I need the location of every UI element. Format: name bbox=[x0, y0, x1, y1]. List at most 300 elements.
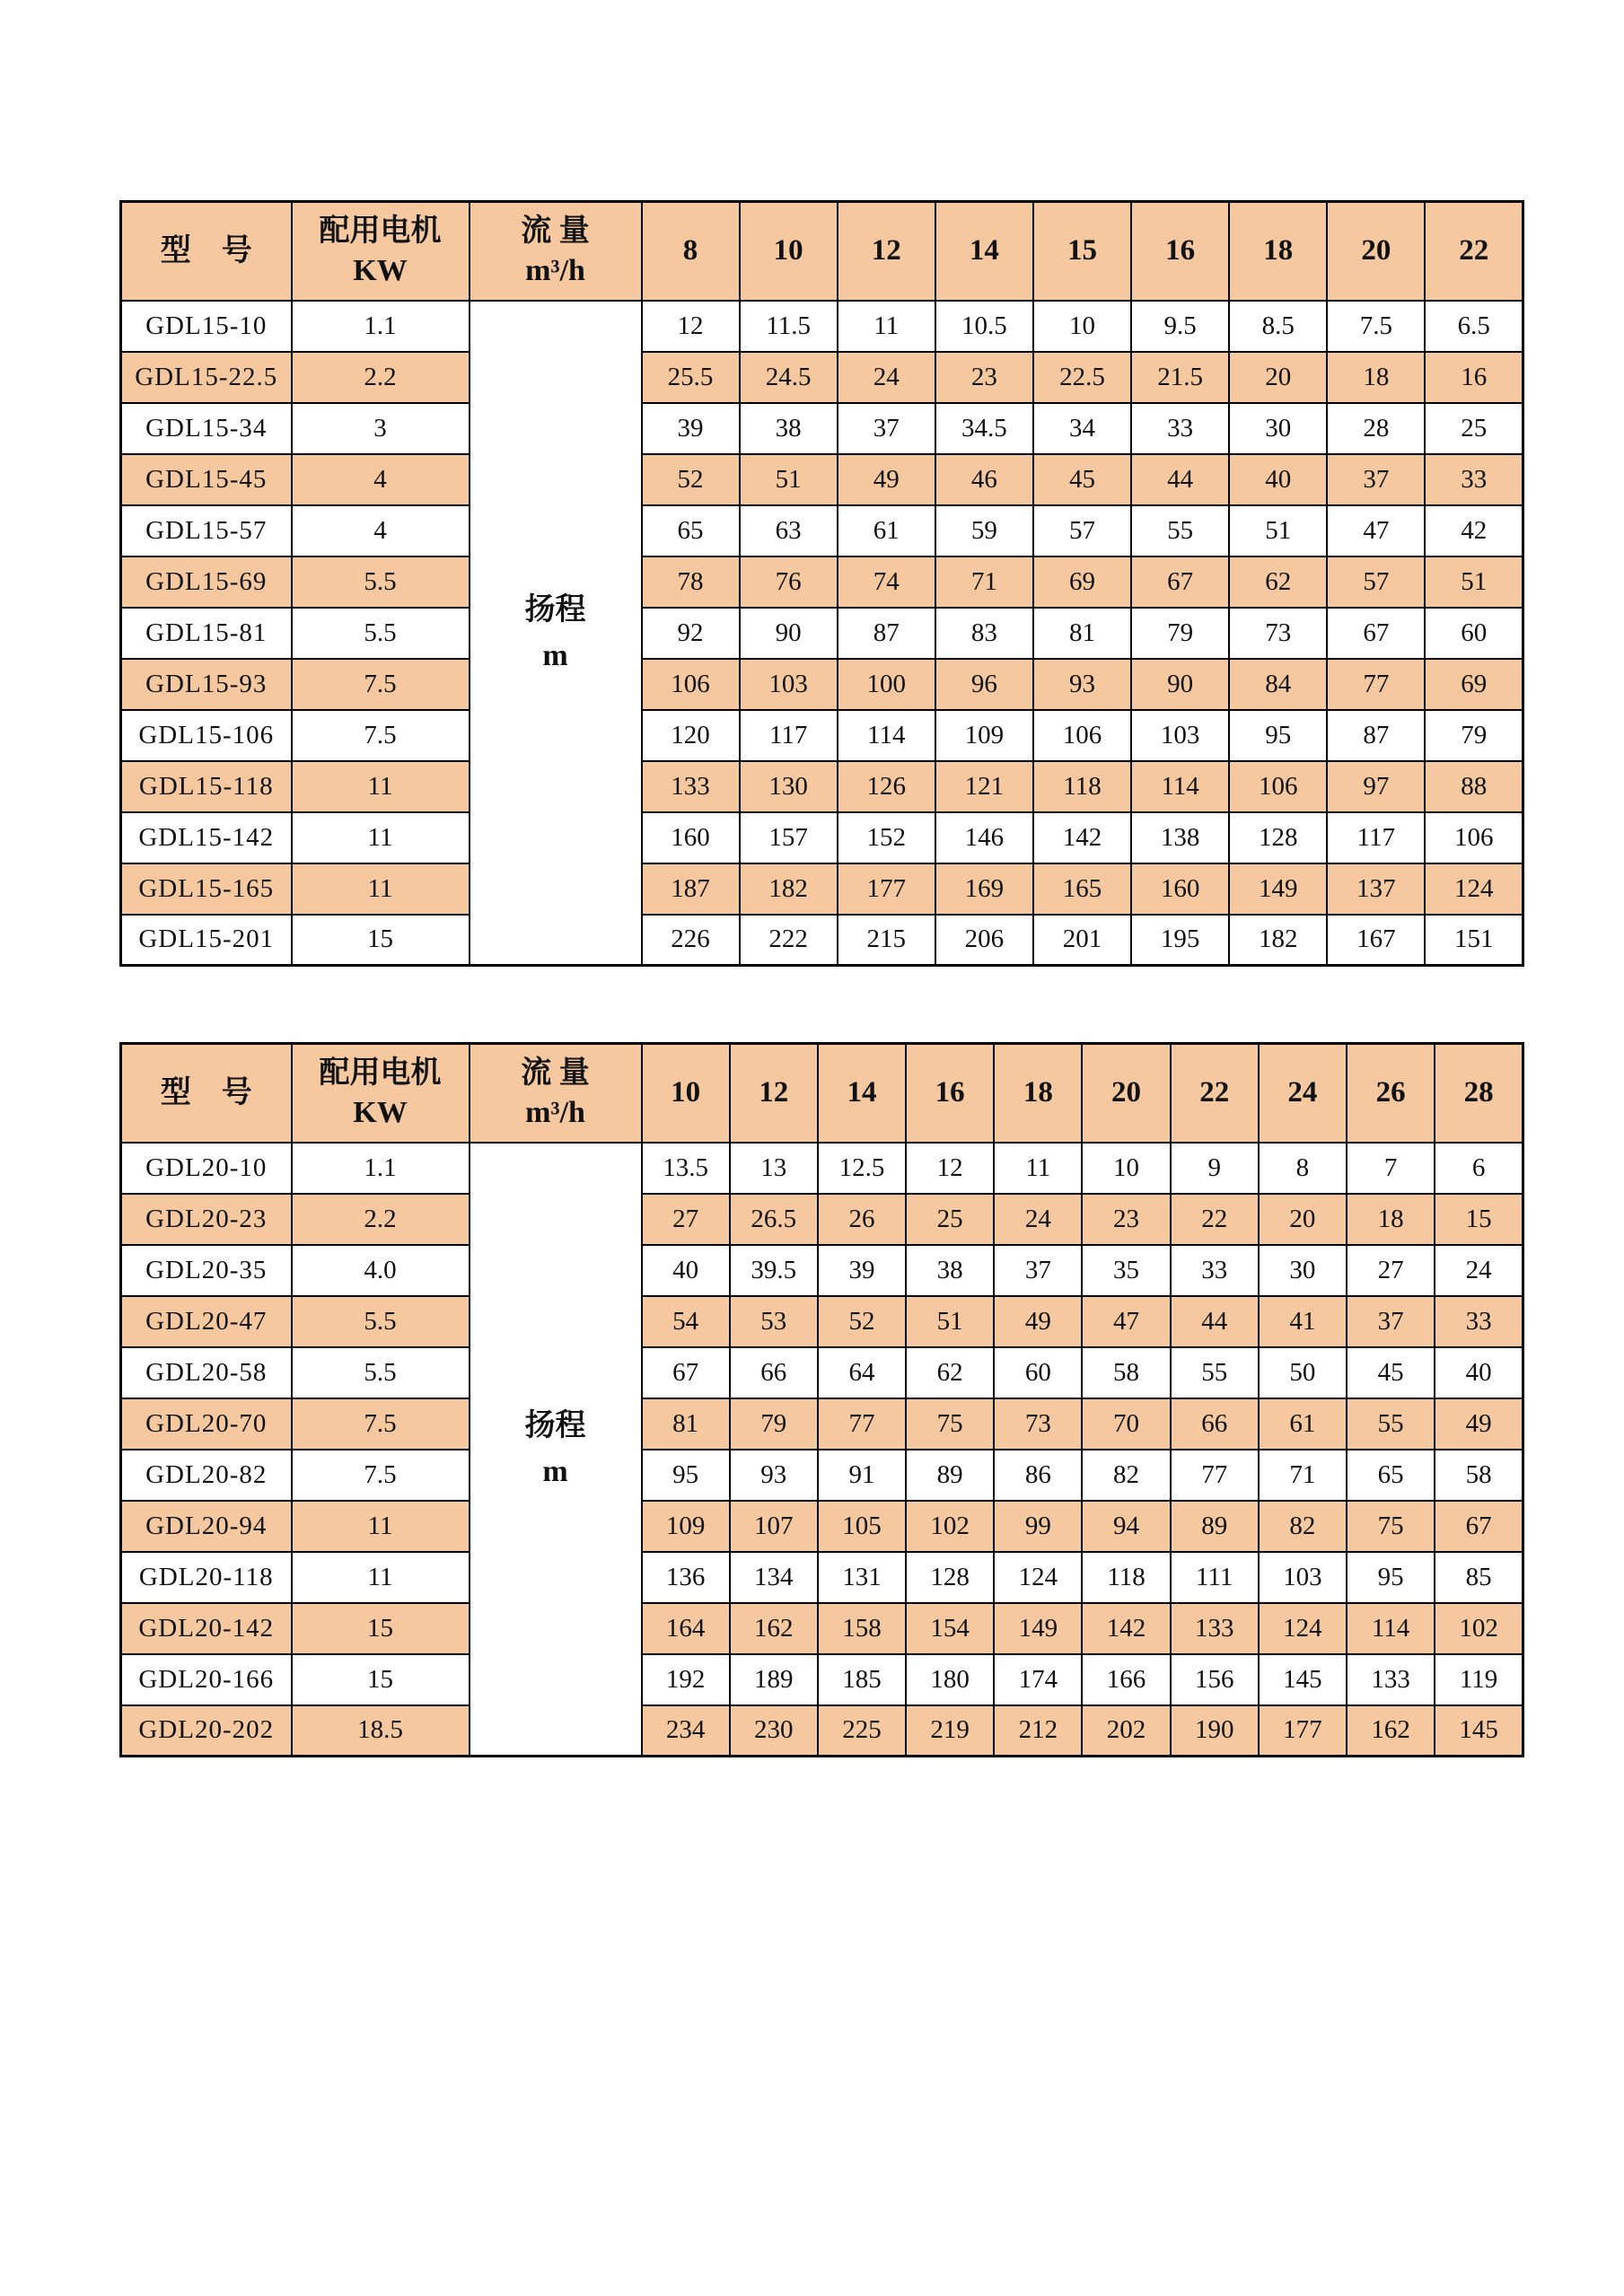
head-value-cell: 226 bbox=[642, 915, 740, 966]
head-value-cell: 11.5 bbox=[740, 301, 838, 352]
head-value-cell: 8.5 bbox=[1229, 301, 1327, 352]
head-value-cell: 46 bbox=[935, 454, 1033, 505]
head-value-cell: 71 bbox=[1259, 1450, 1347, 1501]
head-value-cell: 67 bbox=[642, 1347, 730, 1398]
motor-kw-cell: 1.1 bbox=[292, 301, 470, 352]
head-value-cell: 109 bbox=[642, 1501, 730, 1552]
head-value-cell: 156 bbox=[1171, 1654, 1259, 1705]
head-value-cell: 82 bbox=[1082, 1450, 1170, 1501]
head-value-cell: 63 bbox=[740, 505, 838, 556]
head-value-cell: 152 bbox=[838, 812, 935, 863]
head-value-cell: 105 bbox=[818, 1501, 906, 1552]
head-value-cell: 67 bbox=[1131, 556, 1229, 608]
head-value-cell: 154 bbox=[906, 1603, 994, 1654]
header-flow-unit: m³/h bbox=[525, 1095, 585, 1129]
table-row bbox=[121, 301, 1523, 352]
header-motor-unit: KW bbox=[353, 253, 408, 287]
header-flow-value: 10 bbox=[642, 1044, 730, 1143]
table-row bbox=[121, 1705, 1523, 1757]
table-row bbox=[121, 454, 1523, 505]
head-value-cell: 23 bbox=[1082, 1194, 1170, 1245]
head-value-cell: 37 bbox=[838, 403, 935, 454]
head-value-cell: 107 bbox=[730, 1501, 818, 1552]
head-value-cell: 51 bbox=[1425, 556, 1523, 608]
head-value-cell: 177 bbox=[1259, 1705, 1347, 1757]
head-value-cell: 81 bbox=[642, 1398, 730, 1450]
head-value-cell: 76 bbox=[740, 556, 838, 608]
table-row bbox=[121, 1450, 1523, 1501]
head-value-cell: 57 bbox=[1327, 556, 1425, 608]
head-value-cell: 35 bbox=[1082, 1245, 1170, 1296]
header-flow-value: 26 bbox=[1347, 1044, 1435, 1143]
model-cell: GDL15-93 bbox=[121, 659, 292, 710]
head-value-cell: 121 bbox=[935, 761, 1033, 812]
head-value-cell: 149 bbox=[994, 1603, 1082, 1654]
head-value-cell: 26 bbox=[818, 1194, 906, 1245]
head-value-cell: 142 bbox=[1033, 812, 1131, 863]
head-value-cell: 89 bbox=[1171, 1501, 1259, 1552]
head-value-cell: 81 bbox=[1033, 608, 1131, 659]
head-value-cell: 52 bbox=[642, 454, 740, 505]
head-value-cell: 79 bbox=[1425, 710, 1523, 761]
header-flow-value: 16 bbox=[906, 1044, 994, 1143]
head-value-cell: 25 bbox=[1425, 403, 1523, 454]
head-value-cell: 102 bbox=[1435, 1603, 1523, 1654]
head-value-cell: 142 bbox=[1082, 1603, 1170, 1654]
head-value-cell: 109 bbox=[935, 710, 1033, 761]
table-row bbox=[121, 352, 1523, 403]
head-value-cell: 146 bbox=[935, 812, 1033, 863]
head-value-cell: 25 bbox=[906, 1194, 994, 1245]
head-value-cell: 24 bbox=[1435, 1245, 1523, 1296]
head-value-cell: 177 bbox=[838, 863, 935, 915]
head-value-cell: 20 bbox=[1229, 352, 1327, 403]
head-value-cell: 44 bbox=[1171, 1296, 1259, 1347]
head-value-cell: 82 bbox=[1259, 1501, 1347, 1552]
head-value-cell: 117 bbox=[740, 710, 838, 761]
head-value-cell: 77 bbox=[1171, 1450, 1259, 1501]
motor-kw-cell: 7.5 bbox=[292, 659, 470, 710]
head-value-cell: 38 bbox=[740, 403, 838, 454]
motor-kw-cell: 15 bbox=[292, 915, 470, 966]
head-value-cell: 60 bbox=[994, 1347, 1082, 1398]
model-cell: GDL15-45 bbox=[121, 454, 292, 505]
head-value-cell: 192 bbox=[642, 1654, 730, 1705]
head-value-cell: 7.5 bbox=[1327, 301, 1425, 352]
table-row bbox=[121, 608, 1523, 659]
head-value-cell: 126 bbox=[838, 761, 935, 812]
head-value-cell: 75 bbox=[906, 1398, 994, 1450]
head-value-cell: 93 bbox=[1033, 659, 1131, 710]
head-value-cell: 103 bbox=[740, 659, 838, 710]
table-row bbox=[121, 915, 1523, 966]
head-value-cell: 51 bbox=[740, 454, 838, 505]
head-value-cell: 151 bbox=[1425, 915, 1523, 966]
head-value-cell: 91 bbox=[818, 1450, 906, 1501]
header-flow-value: 28 bbox=[1435, 1044, 1523, 1143]
head-value-cell: 145 bbox=[1259, 1654, 1347, 1705]
model-cell: GDL15-165 bbox=[121, 863, 292, 915]
model-cell: GDL15-142 bbox=[121, 812, 292, 863]
head-value-cell: 27 bbox=[1347, 1245, 1435, 1296]
model-cell: GDL15-106 bbox=[121, 710, 292, 761]
motor-kw-cell: 11 bbox=[292, 1552, 470, 1603]
header-flow-value: 22 bbox=[1171, 1044, 1259, 1143]
head-value-cell: 131 bbox=[818, 1552, 906, 1603]
head-value-cell: 12 bbox=[906, 1143, 994, 1194]
head-value-cell: 51 bbox=[906, 1296, 994, 1347]
head-value-cell: 128 bbox=[906, 1552, 994, 1603]
head-value-cell: 62 bbox=[1229, 556, 1327, 608]
motor-kw-cell: 7.5 bbox=[292, 710, 470, 761]
head-value-cell: 10 bbox=[1082, 1143, 1170, 1194]
head-value-cell: 87 bbox=[1327, 710, 1425, 761]
header-flow-value: 14 bbox=[935, 202, 1033, 301]
head-value-cell: 30 bbox=[1259, 1245, 1347, 1296]
head-value-cell: 33 bbox=[1171, 1245, 1259, 1296]
head-value-cell: 77 bbox=[1327, 659, 1425, 710]
head-value-cell: 87 bbox=[838, 608, 935, 659]
head-value-cell: 71 bbox=[935, 556, 1033, 608]
model-cell: GDL20-35 bbox=[121, 1245, 292, 1296]
head-value-cell: 12 bbox=[642, 301, 740, 352]
head-value-cell: 103 bbox=[1131, 710, 1229, 761]
head-value-cell: 13 bbox=[730, 1143, 818, 1194]
table-row bbox=[121, 710, 1523, 761]
motor-kw-cell: 2.2 bbox=[292, 352, 470, 403]
head-value-cell: 57 bbox=[1033, 505, 1131, 556]
model-cell: GDL15-81 bbox=[121, 608, 292, 659]
head-value-cell: 222 bbox=[740, 915, 838, 966]
motor-kw-cell: 11 bbox=[292, 761, 470, 812]
head-value-cell: 38 bbox=[906, 1245, 994, 1296]
head-value-cell: 106 bbox=[1033, 710, 1131, 761]
head-value-cell: 13.5 bbox=[642, 1143, 730, 1194]
head-value-cell: 22.5 bbox=[1033, 352, 1131, 403]
head-value-cell: 83 bbox=[935, 608, 1033, 659]
head-value-cell: 16 bbox=[1425, 352, 1523, 403]
head-label: 扬程 bbox=[524, 1409, 586, 1443]
head-value-cell: 28 bbox=[1327, 403, 1425, 454]
head-value-cell: 86 bbox=[994, 1450, 1082, 1501]
head-value-cell: 149 bbox=[1229, 863, 1327, 915]
header-flow-value: 20 bbox=[1082, 1044, 1170, 1143]
head-value-cell: 55 bbox=[1131, 505, 1229, 556]
head-value-cell: 190 bbox=[1171, 1705, 1259, 1757]
head-value-cell: 118 bbox=[1033, 761, 1131, 812]
header-flow-label: 流 量 bbox=[521, 1056, 590, 1090]
model-cell: GDL20-94 bbox=[121, 1501, 292, 1552]
head-value-cell: 33 bbox=[1435, 1296, 1523, 1347]
head-value-cell: 89 bbox=[906, 1450, 994, 1501]
head-value-cell: 10 bbox=[1033, 301, 1131, 352]
head-value-cell: 95 bbox=[642, 1450, 730, 1501]
head-value-cell: 95 bbox=[1229, 710, 1327, 761]
head-value-cell: 106 bbox=[1229, 761, 1327, 812]
head-value-cell: 73 bbox=[1229, 608, 1327, 659]
head-label: 扬程 bbox=[524, 592, 586, 627]
head-value-cell: 119 bbox=[1435, 1654, 1523, 1705]
head-value-cell: 30 bbox=[1229, 403, 1327, 454]
head-value-cell: 33 bbox=[1131, 403, 1229, 454]
head-value-cell: 234 bbox=[642, 1705, 730, 1757]
head-value-cell: 96 bbox=[935, 659, 1033, 710]
motor-kw-cell: 5.5 bbox=[292, 1296, 470, 1347]
header-model: 型 号 bbox=[121, 1044, 292, 1143]
head-value-cell: 59 bbox=[935, 505, 1033, 556]
head-value-cell: 10.5 bbox=[935, 301, 1033, 352]
head-value-cell: 99 bbox=[994, 1501, 1082, 1552]
head-value-cell: 79 bbox=[1131, 608, 1229, 659]
model-cell: GDL20-82 bbox=[121, 1450, 292, 1501]
head-value-cell: 128 bbox=[1229, 812, 1327, 863]
head-value-cell: 102 bbox=[906, 1501, 994, 1552]
header-flow-unit: m³/h bbox=[525, 253, 585, 287]
head-value-cell: 219 bbox=[906, 1705, 994, 1757]
head-value-cell: 189 bbox=[730, 1654, 818, 1705]
table-row bbox=[121, 1654, 1523, 1705]
motor-kw-cell: 5.5 bbox=[292, 1347, 470, 1398]
head-unit-merged-cell bbox=[470, 301, 642, 966]
head-value-cell: 169 bbox=[935, 863, 1033, 915]
head-value-cell: 124 bbox=[1259, 1603, 1347, 1654]
model-cell: GDL20-10 bbox=[121, 1143, 292, 1194]
model-cell: GDL15-34 bbox=[121, 403, 292, 454]
head-value-cell: 75 bbox=[1347, 1501, 1435, 1552]
head-value-cell: 69 bbox=[1033, 556, 1131, 608]
pump-table-gdl20 bbox=[119, 1042, 1524, 1757]
head-value-cell: 21.5 bbox=[1131, 352, 1229, 403]
table-row bbox=[121, 505, 1523, 556]
model-cell: GDL15-201 bbox=[121, 915, 292, 966]
table-body bbox=[121, 301, 1523, 966]
head-value-cell: 69 bbox=[1425, 659, 1523, 710]
head-value-cell: 100 bbox=[838, 659, 935, 710]
head-value-cell: 78 bbox=[642, 556, 740, 608]
table-row bbox=[121, 1194, 1523, 1245]
header-flow-value: 10 bbox=[740, 202, 838, 301]
table-row bbox=[121, 659, 1523, 710]
head-value-cell: 61 bbox=[1259, 1398, 1347, 1450]
head-value-cell: 49 bbox=[1435, 1398, 1523, 1450]
head-value-cell: 74 bbox=[838, 556, 935, 608]
head-value-cell: 18 bbox=[1347, 1194, 1435, 1245]
head-value-cell: 103 bbox=[1259, 1552, 1347, 1603]
head-unit-merged-cell bbox=[470, 1143, 642, 1757]
motor-kw-cell: 11 bbox=[292, 863, 470, 915]
head-value-cell: 18 bbox=[1327, 352, 1425, 403]
header-motor-label: 配用电机 bbox=[319, 1056, 442, 1090]
head-value-cell: 160 bbox=[1131, 863, 1229, 915]
header-flow-value: 12 bbox=[730, 1044, 818, 1143]
head-value-cell: 9 bbox=[1171, 1143, 1259, 1194]
table-row bbox=[121, 1398, 1523, 1450]
head-value-cell: 77 bbox=[818, 1398, 906, 1450]
motor-kw-cell: 1.1 bbox=[292, 1143, 470, 1194]
head-value-cell: 6.5 bbox=[1425, 301, 1523, 352]
head-value-cell: 37 bbox=[1327, 454, 1425, 505]
header-motor-kw bbox=[292, 1044, 470, 1143]
head-value-cell: 55 bbox=[1171, 1347, 1259, 1398]
head-value-cell: 114 bbox=[1347, 1603, 1435, 1654]
head-value-cell: 24 bbox=[838, 352, 935, 403]
head-value-cell: 118 bbox=[1082, 1552, 1170, 1603]
head-value-cell: 67 bbox=[1327, 608, 1425, 659]
head-value-cell: 27 bbox=[642, 1194, 730, 1245]
head-value-cell: 50 bbox=[1259, 1347, 1347, 1398]
head-value-cell: 93 bbox=[730, 1450, 818, 1501]
head-value-cell: 45 bbox=[1033, 454, 1131, 505]
header-flow-value: 16 bbox=[1131, 202, 1229, 301]
motor-kw-cell: 11 bbox=[292, 1501, 470, 1552]
head-value-cell: 37 bbox=[1347, 1296, 1435, 1347]
motor-kw-cell: 15 bbox=[292, 1603, 470, 1654]
head-value-cell: 174 bbox=[994, 1654, 1082, 1705]
head-value-cell: 25.5 bbox=[642, 352, 740, 403]
head-value-cell: 62 bbox=[906, 1347, 994, 1398]
head-value-cell: 73 bbox=[994, 1398, 1082, 1450]
table-row bbox=[121, 1552, 1523, 1603]
head-value-cell: 9.5 bbox=[1131, 301, 1229, 352]
model-cell: GDL15-118 bbox=[121, 761, 292, 812]
head-value-cell: 187 bbox=[642, 863, 740, 915]
header-motor-label: 配用电机 bbox=[319, 214, 442, 248]
header-flow-value: 24 bbox=[1259, 1044, 1347, 1143]
head-value-cell: 225 bbox=[818, 1705, 906, 1757]
header-motor-kw bbox=[292, 202, 470, 301]
head-value-cell: 65 bbox=[1347, 1450, 1435, 1501]
header-flow bbox=[470, 1044, 642, 1143]
head-value-cell: 40 bbox=[1435, 1347, 1523, 1398]
head-value-cell: 124 bbox=[994, 1552, 1082, 1603]
head-value-cell: 39 bbox=[642, 403, 740, 454]
head-value-cell: 120 bbox=[642, 710, 740, 761]
table-row bbox=[121, 1245, 1523, 1296]
head-value-cell: 49 bbox=[994, 1296, 1082, 1347]
model-cell: GDL20-142 bbox=[121, 1603, 292, 1654]
head-value-cell: 92 bbox=[642, 608, 740, 659]
head-value-cell: 97 bbox=[1327, 761, 1425, 812]
head-value-cell: 79 bbox=[730, 1398, 818, 1450]
head-value-cell: 65 bbox=[642, 505, 740, 556]
head-value-cell: 182 bbox=[740, 863, 838, 915]
table-row bbox=[121, 1296, 1523, 1347]
header-flow-value: 20 bbox=[1327, 202, 1425, 301]
head-value-cell: 162 bbox=[1347, 1705, 1435, 1757]
head-value-cell: 39 bbox=[818, 1245, 906, 1296]
head-value-cell: 44 bbox=[1131, 454, 1229, 505]
head-value-cell: 206 bbox=[935, 915, 1033, 966]
motor-kw-cell: 3 bbox=[292, 403, 470, 454]
head-value-cell: 85 bbox=[1435, 1552, 1523, 1603]
head-value-cell: 158 bbox=[818, 1603, 906, 1654]
head-value-cell: 117 bbox=[1327, 812, 1425, 863]
model-cell: GDL15-10 bbox=[121, 301, 292, 352]
motor-kw-cell: 11 bbox=[292, 812, 470, 863]
head-value-cell: 94 bbox=[1082, 1501, 1170, 1552]
header-row bbox=[121, 202, 1523, 301]
head-value-cell: 212 bbox=[994, 1705, 1082, 1757]
table-row bbox=[121, 761, 1523, 812]
head-value-cell: 24.5 bbox=[740, 352, 838, 403]
header-flow-value: 22 bbox=[1425, 202, 1523, 301]
motor-kw-cell: 4 bbox=[292, 454, 470, 505]
table-row bbox=[121, 812, 1523, 863]
head-value-cell: 47 bbox=[1327, 505, 1425, 556]
head-value-cell: 11 bbox=[994, 1143, 1082, 1194]
head-value-cell: 40 bbox=[1229, 454, 1327, 505]
head-value-cell: 42 bbox=[1425, 505, 1523, 556]
head-value-cell: 90 bbox=[740, 608, 838, 659]
head-value-cell: 166 bbox=[1082, 1654, 1170, 1705]
motor-kw-cell: 15 bbox=[292, 1654, 470, 1705]
header-row bbox=[121, 1044, 1523, 1143]
head-value-cell: 165 bbox=[1033, 863, 1131, 915]
head-value-cell: 202 bbox=[1082, 1705, 1170, 1757]
head-value-cell: 49 bbox=[838, 454, 935, 505]
header-flow-value: 8 bbox=[642, 202, 740, 301]
head-value-cell: 201 bbox=[1033, 915, 1131, 966]
table-row bbox=[121, 556, 1523, 608]
head-value-cell: 41 bbox=[1259, 1296, 1347, 1347]
head-value-cell: 54 bbox=[642, 1296, 730, 1347]
head-value-cell: 133 bbox=[1347, 1654, 1435, 1705]
head-value-cell: 64 bbox=[818, 1347, 906, 1398]
head-value-cell: 67 bbox=[1435, 1501, 1523, 1552]
motor-kw-cell: 7.5 bbox=[292, 1398, 470, 1450]
motor-kw-cell: 4 bbox=[292, 505, 470, 556]
head-value-cell: 26.5 bbox=[730, 1194, 818, 1245]
head-value-cell: 33 bbox=[1425, 454, 1523, 505]
head-value-cell: 182 bbox=[1229, 915, 1327, 966]
header-flow-value: 18 bbox=[994, 1044, 1082, 1143]
motor-kw-cell: 7.5 bbox=[292, 1450, 470, 1501]
header-flow-label: 流 量 bbox=[521, 214, 590, 248]
head-value-cell: 160 bbox=[642, 812, 740, 863]
header-flow bbox=[470, 202, 642, 301]
table-body bbox=[121, 1143, 1523, 1757]
model-cell: GDL15-57 bbox=[121, 505, 292, 556]
head-value-cell: 8 bbox=[1259, 1143, 1347, 1194]
head-value-cell: 134 bbox=[730, 1552, 818, 1603]
head-value-cell: 39.5 bbox=[730, 1245, 818, 1296]
table-row bbox=[121, 1347, 1523, 1398]
head-value-cell: 23 bbox=[935, 352, 1033, 403]
head-value-cell: 11 bbox=[838, 301, 935, 352]
head-value-cell: 114 bbox=[838, 710, 935, 761]
head-value-cell: 58 bbox=[1082, 1347, 1170, 1398]
head-value-cell: 20 bbox=[1259, 1194, 1347, 1245]
model-cell: GDL20-70 bbox=[121, 1398, 292, 1450]
head-value-cell: 195 bbox=[1131, 915, 1229, 966]
head-value-cell: 61 bbox=[838, 505, 935, 556]
head-value-cell: 52 bbox=[818, 1296, 906, 1347]
head-value-cell: 136 bbox=[642, 1552, 730, 1603]
header-flow-value: 14 bbox=[818, 1044, 906, 1143]
head-value-cell: 24 bbox=[994, 1194, 1082, 1245]
head-value-cell: 124 bbox=[1425, 863, 1523, 915]
model-cell: GDL20-202 bbox=[121, 1705, 292, 1757]
head-value-cell: 45 bbox=[1347, 1347, 1435, 1398]
model-cell: GDL20-47 bbox=[121, 1296, 292, 1347]
head-value-cell: 95 bbox=[1347, 1552, 1435, 1603]
head-value-cell: 60 bbox=[1425, 608, 1523, 659]
head-value-cell: 34 bbox=[1033, 403, 1131, 454]
head-value-cell: 137 bbox=[1327, 863, 1425, 915]
head-value-cell: 47 bbox=[1082, 1296, 1170, 1347]
header-flow-value: 18 bbox=[1229, 202, 1327, 301]
table-row bbox=[121, 863, 1523, 915]
